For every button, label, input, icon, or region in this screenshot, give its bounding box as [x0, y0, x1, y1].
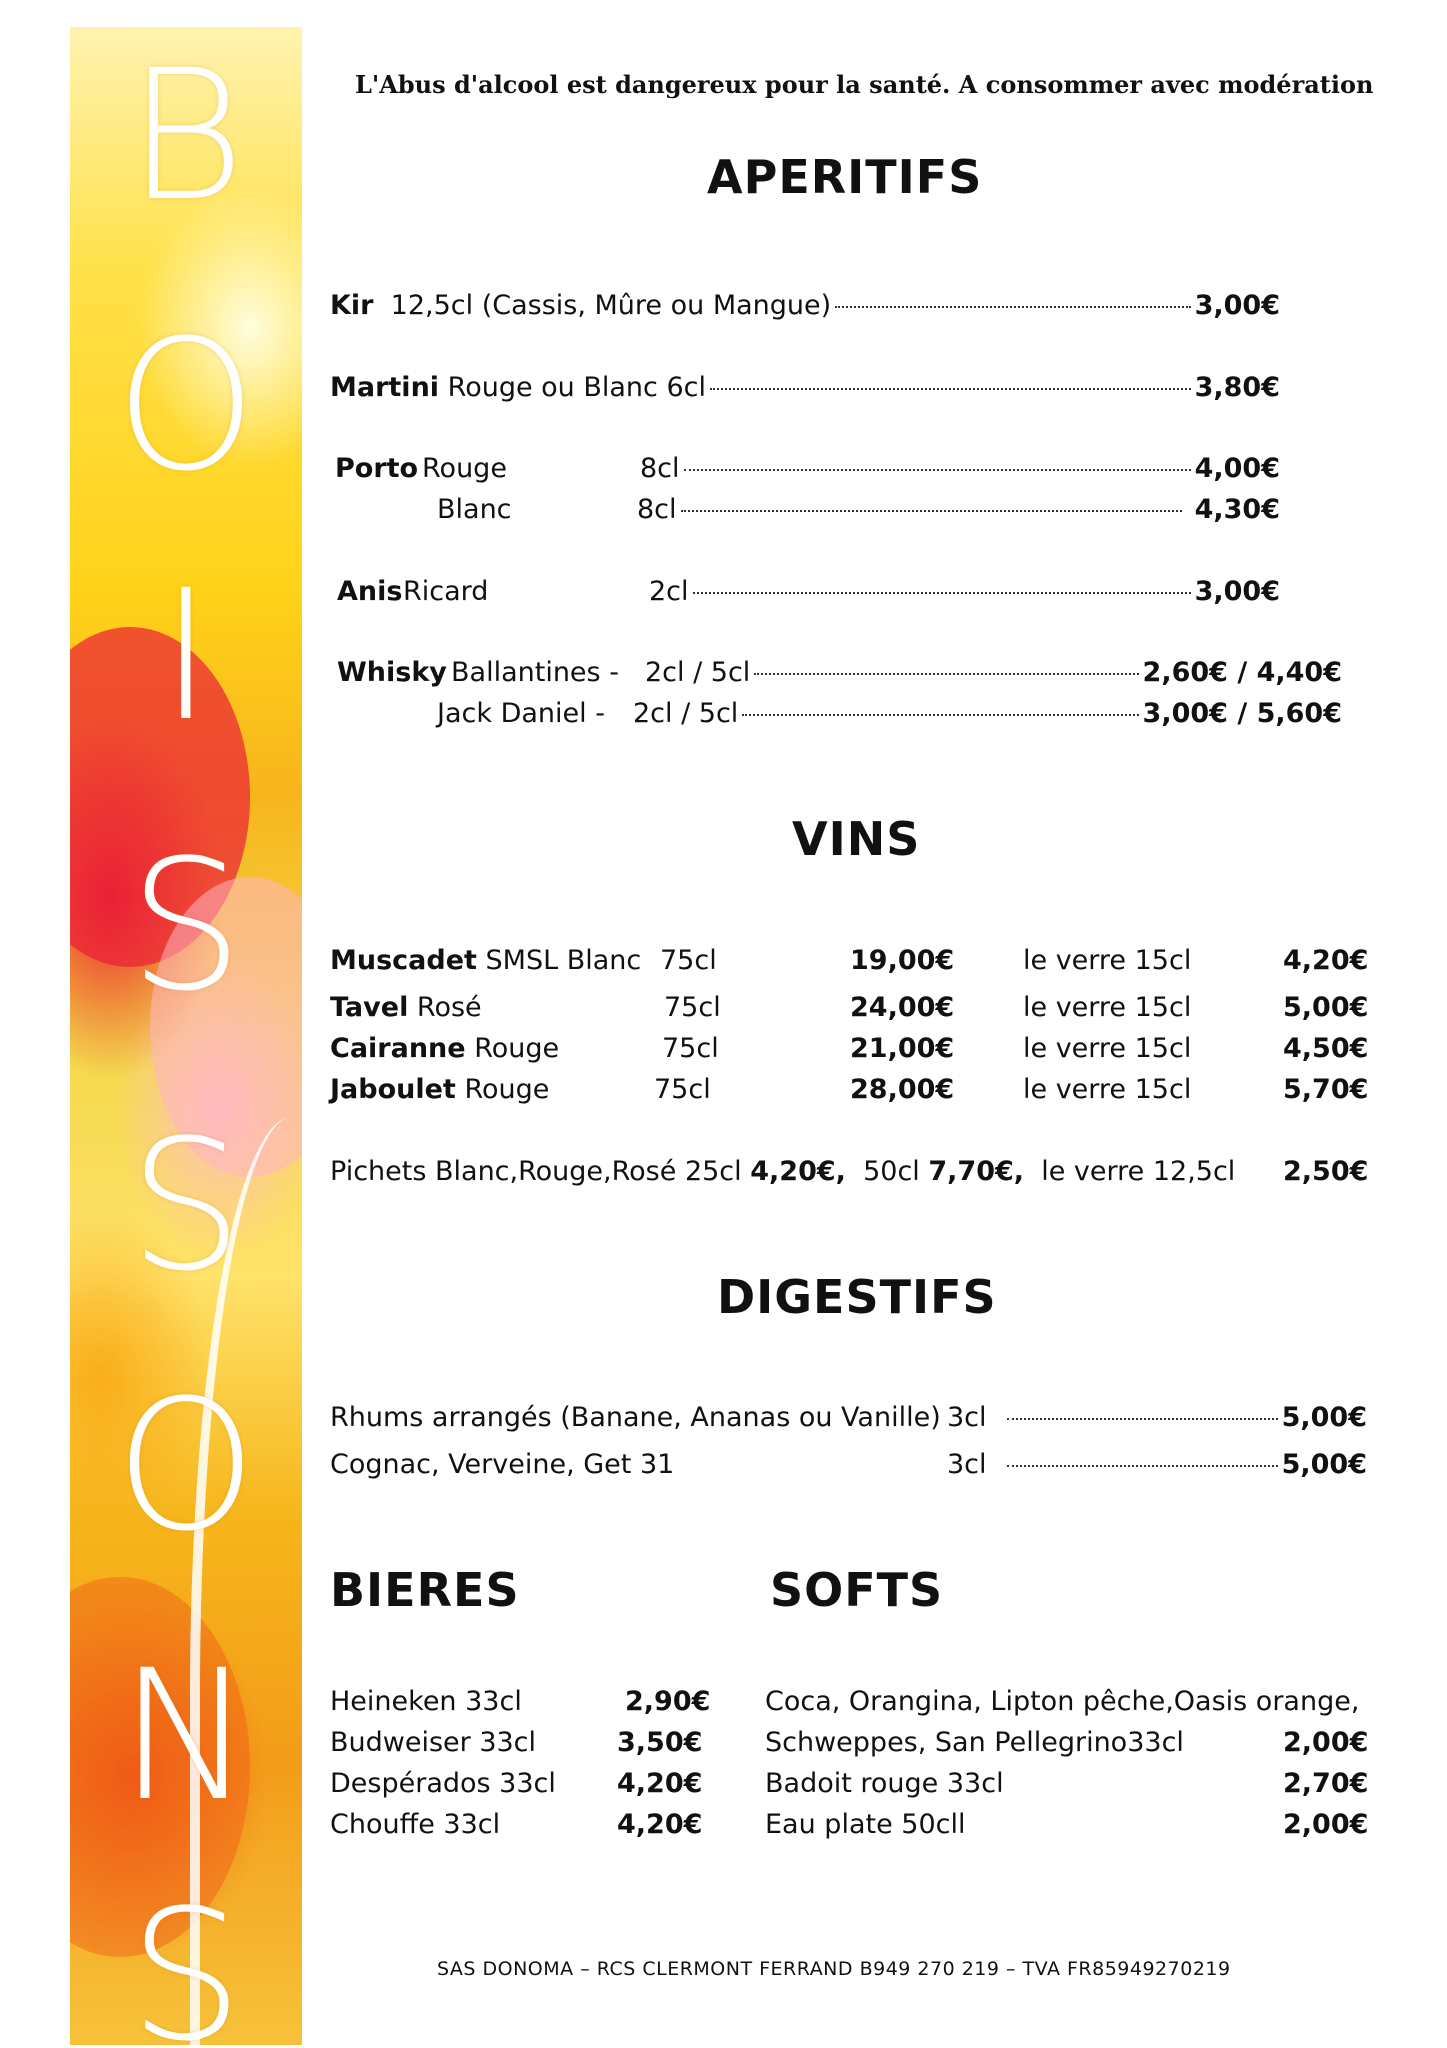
item-variant: Rosé	[416, 992, 482, 1023]
section-title-softs: SOFTS	[770, 1563, 944, 1617]
banner-letter: N	[118, 1632, 254, 1841]
item-name: Schweppes, San Pellegrino33cl	[765, 1727, 1184, 1758]
wine-row	[330, 945, 641, 976]
item-price: 19,00€	[850, 945, 955, 976]
item-name-whisky: Whisky	[337, 657, 447, 688]
item-variant: Ballantines -	[451, 657, 619, 688]
item-price: 3,00€	[1194, 576, 1280, 607]
item-volume: 2cl / 5cl	[633, 698, 739, 729]
banner-letter: S	[128, 1872, 244, 2045]
item-glass-price: 5,00€	[1283, 992, 1369, 1023]
item-price: 24,00€	[850, 992, 955, 1023]
item-desc: 12,5cl (Cassis, Mûre ou Mangue)	[390, 290, 832, 321]
leader-dots	[710, 388, 1191, 390]
item-volume: 8cl	[637, 494, 677, 525]
item-glass-price: 5,70€	[1283, 1074, 1369, 1105]
item-price: 4,20€	[617, 1809, 703, 1840]
item-variant: Ricard	[403, 576, 489, 607]
item-variant: Blanc	[437, 494, 512, 525]
pichets-row	[330, 1156, 1235, 1187]
item-volume: 75cl	[654, 1074, 711, 1105]
leader-dots	[693, 592, 1191, 594]
item-glass-price: 4,50€	[1283, 1033, 1369, 1064]
leader-dots	[835, 306, 1190, 308]
item-glass: le verre 15cl	[1023, 945, 1192, 976]
item-name: Kir	[330, 290, 374, 321]
pichets-glass-price: 2,50€	[1283, 1156, 1369, 1187]
item-price: 4,30€	[1194, 494, 1280, 525]
menu-item-kir	[330, 290, 1280, 321]
pichets-label: Pichets Blanc,Rouge,Rosé 25cl	[330, 1156, 742, 1187]
item-variant: Rouge	[474, 1033, 560, 1064]
item-price: 4,20€	[617, 1768, 703, 1799]
item-glass: le verre 15cl	[1023, 992, 1192, 1023]
item-name: Cairanne	[330, 1033, 466, 1064]
item-glass-price: 4,20€	[1283, 945, 1369, 976]
banner-letter: I	[159, 552, 213, 761]
leader-dots	[754, 673, 1138, 675]
item-volume: 2cl	[649, 576, 689, 607]
item-name: Chouffe 33cl	[330, 1809, 501, 1840]
item-glass: le verre 15cl	[1023, 1033, 1192, 1064]
banner-letter: S	[128, 1102, 244, 1311]
item-price: 28,00€	[850, 1074, 955, 1105]
item-volume: 3cl	[947, 1449, 987, 1480]
item-variant: SMSL Blanc	[485, 945, 642, 976]
item-volume: 75cl	[660, 945, 717, 976]
item-price: 4,00€	[1194, 453, 1280, 484]
item-name: Heineken 33cl	[330, 1686, 522, 1717]
item-volume: 3cl	[947, 1402, 987, 1433]
item-name: Badoit rouge 33cl	[765, 1768, 1004, 1799]
item-name: Cognac, Verveine, Get 31	[330, 1449, 675, 1480]
item-glass: le verre 15cl	[1023, 1074, 1192, 1105]
item-name: Rhums arrangés (Banane, Ananas ou Vanille)	[330, 1402, 941, 1433]
item-name: Tavel	[330, 992, 409, 1023]
leader-dots	[1007, 1465, 1278, 1467]
menu-item-porto-blanc	[637, 494, 1280, 525]
section-title-digestifs: DIGESTIFS	[717, 1270, 997, 1324]
pichets-glass: le verre 12,5cl	[1041, 1156, 1236, 1187]
item-variant: Rouge	[464, 1074, 550, 1105]
banner-letter: O	[115, 302, 257, 511]
banner-letter: O	[115, 1362, 257, 1571]
item-price: 5,00€	[1281, 1402, 1367, 1433]
item-variant: Rouge	[422, 453, 507, 484]
item-name: Martini	[330, 372, 440, 403]
item-price: 2,00€	[1283, 1809, 1369, 1840]
item-name-porto: Porto	[335, 453, 419, 484]
alcohol-warning: L'Abus d'alcool est dangereux pour la santé. A consommer avec modération	[355, 70, 1374, 99]
item-price: 2,60€ / 4,40€	[1142, 657, 1342, 688]
wine-row	[330, 1074, 549, 1105]
menu-item-martini	[330, 372, 1280, 403]
item-name: Coca, Orangina, Lipton pêche,Oasis orange,	[765, 1686, 1360, 1717]
wine-row	[330, 992, 482, 1023]
item-desc: Rouge ou Blanc 6cl	[447, 372, 706, 403]
item-name-anis: Anis	[337, 576, 403, 607]
item-price: 3,80€	[1194, 372, 1280, 403]
section-title-vins: VINS	[792, 812, 921, 866]
banner-letter: S	[128, 822, 244, 1031]
item-volume: 8cl	[640, 453, 680, 484]
item-name: Eau plate 50cll	[765, 1809, 966, 1840]
item-name: Despérados 33cl	[330, 1768, 556, 1799]
leader-dots	[742, 714, 1138, 716]
item-name: Jaboulet	[330, 1074, 456, 1105]
pichets-label-50: 50cl	[863, 1156, 920, 1187]
item-price: 2,70€	[1283, 1768, 1369, 1799]
item-volume: 75cl	[664, 992, 721, 1023]
item-price: 3,00€	[1194, 290, 1280, 321]
item-price: 3,00€ / 5,60€	[1142, 698, 1342, 729]
leader-dots	[681, 510, 1182, 512]
item-volume: 2cl / 5cl	[645, 657, 751, 688]
wine-row	[330, 1033, 559, 1064]
item-price: 2,00€	[1283, 1727, 1369, 1758]
menu-item-cognac	[947, 1449, 1367, 1480]
item-volume: 75cl	[662, 1033, 719, 1064]
menu-item-porto-rouge	[640, 453, 1280, 484]
pichets-price-25: 4,20€,	[750, 1156, 846, 1187]
menu-item-rhums	[947, 1402, 1367, 1433]
leader-dots	[1007, 1418, 1278, 1420]
item-price: 3,50€	[617, 1727, 703, 1758]
item-price: 5,00€	[1281, 1449, 1367, 1480]
section-title-aperitifs: APERITIFS	[707, 150, 983, 204]
item-price: 2,90€	[625, 1686, 711, 1717]
menu-item-whisky-ballantines	[645, 657, 1342, 688]
item-variant: Jack Daniel -	[437, 698, 605, 729]
pichets-price-50: 7,70€,	[928, 1156, 1025, 1187]
company-footer: SAS DONOMA – RCS CLERMONT FERRAND B949 270 219 – TVA FR85949270219	[437, 1958, 1231, 1980]
flower-banner	[70, 27, 302, 2045]
banner-letter: B	[127, 32, 245, 241]
menu-item-anis	[649, 576, 1280, 607]
leader-dots	[684, 469, 1191, 471]
section-title-bieres: BIERES	[330, 1563, 520, 1617]
item-name: Muscadet	[330, 945, 477, 976]
menu-item-whisky-jack-daniel	[633, 698, 1342, 729]
item-price: 21,00€	[850, 1033, 955, 1064]
item-name: Budweiser 33cl	[330, 1727, 537, 1758]
